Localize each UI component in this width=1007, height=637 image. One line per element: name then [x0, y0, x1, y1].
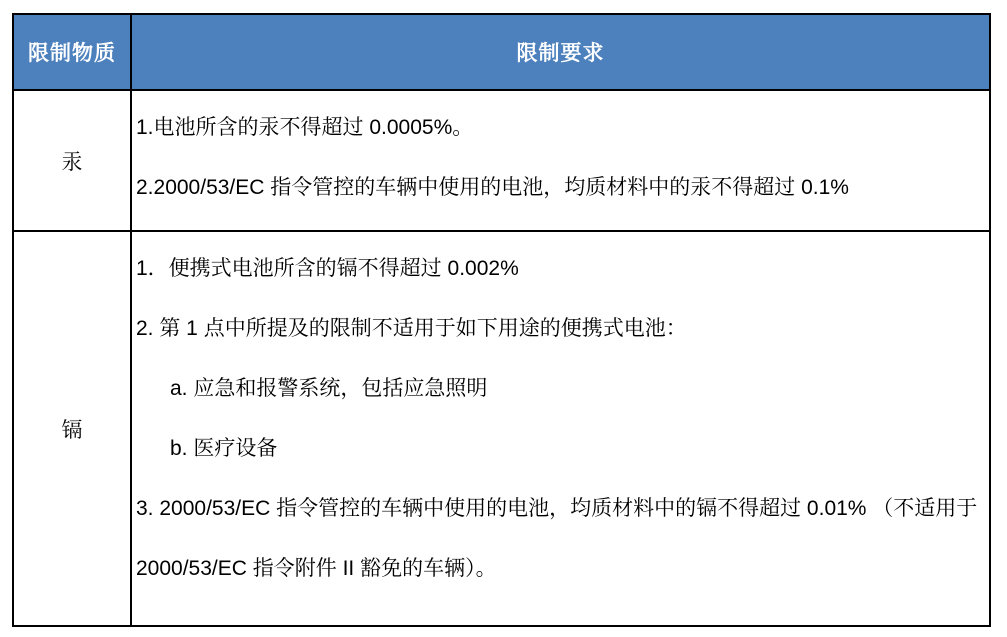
- requirement-subline: a. 应急和报警系统，包括应急照明: [170, 377, 488, 400]
- requirement-subline: b. 医疗设备: [170, 437, 278, 460]
- header-cell-substance: 限制物质: [13, 14, 131, 90]
- requirement-line: 2000/53/EC 指令附件 II 豁免的车辆）。: [136, 557, 497, 580]
- table-row-mercury: [13, 90, 990, 231]
- restriction-table: [12, 13, 991, 627]
- requirement-line: 1．便携式电池所含的镉不得超过 0.002%: [136, 257, 519, 280]
- requirement-line: 1.电池所含的汞不得超过 0.0005%。: [136, 116, 474, 139]
- substance-name-cadmium: 镉: [13, 231, 131, 626]
- table-header-row: [13, 14, 990, 90]
- requirements-cell-cadmium: [131, 231, 990, 626]
- header-cell-requirements: 限制要求: [131, 14, 990, 90]
- table-row-cadmium: [13, 231, 990, 626]
- requirement-line: 2.2000/53/EC 指令管控的车辆中使用的电池，均质材料中的汞不得超过 0.1%: [136, 176, 849, 199]
- requirements-cell-mercury: [131, 90, 990, 231]
- requirement-line: 2. 第 1 点中所提及的限制不适用于如下用途的便携式电池：: [136, 317, 687, 340]
- requirement-line: 3. 2000/53/EC 指令管控的车辆中使用的电池，均质材料中的镉不得超过 0.01% （不适用于: [136, 497, 978, 520]
- substance-name-mercury: 汞: [13, 90, 131, 231]
